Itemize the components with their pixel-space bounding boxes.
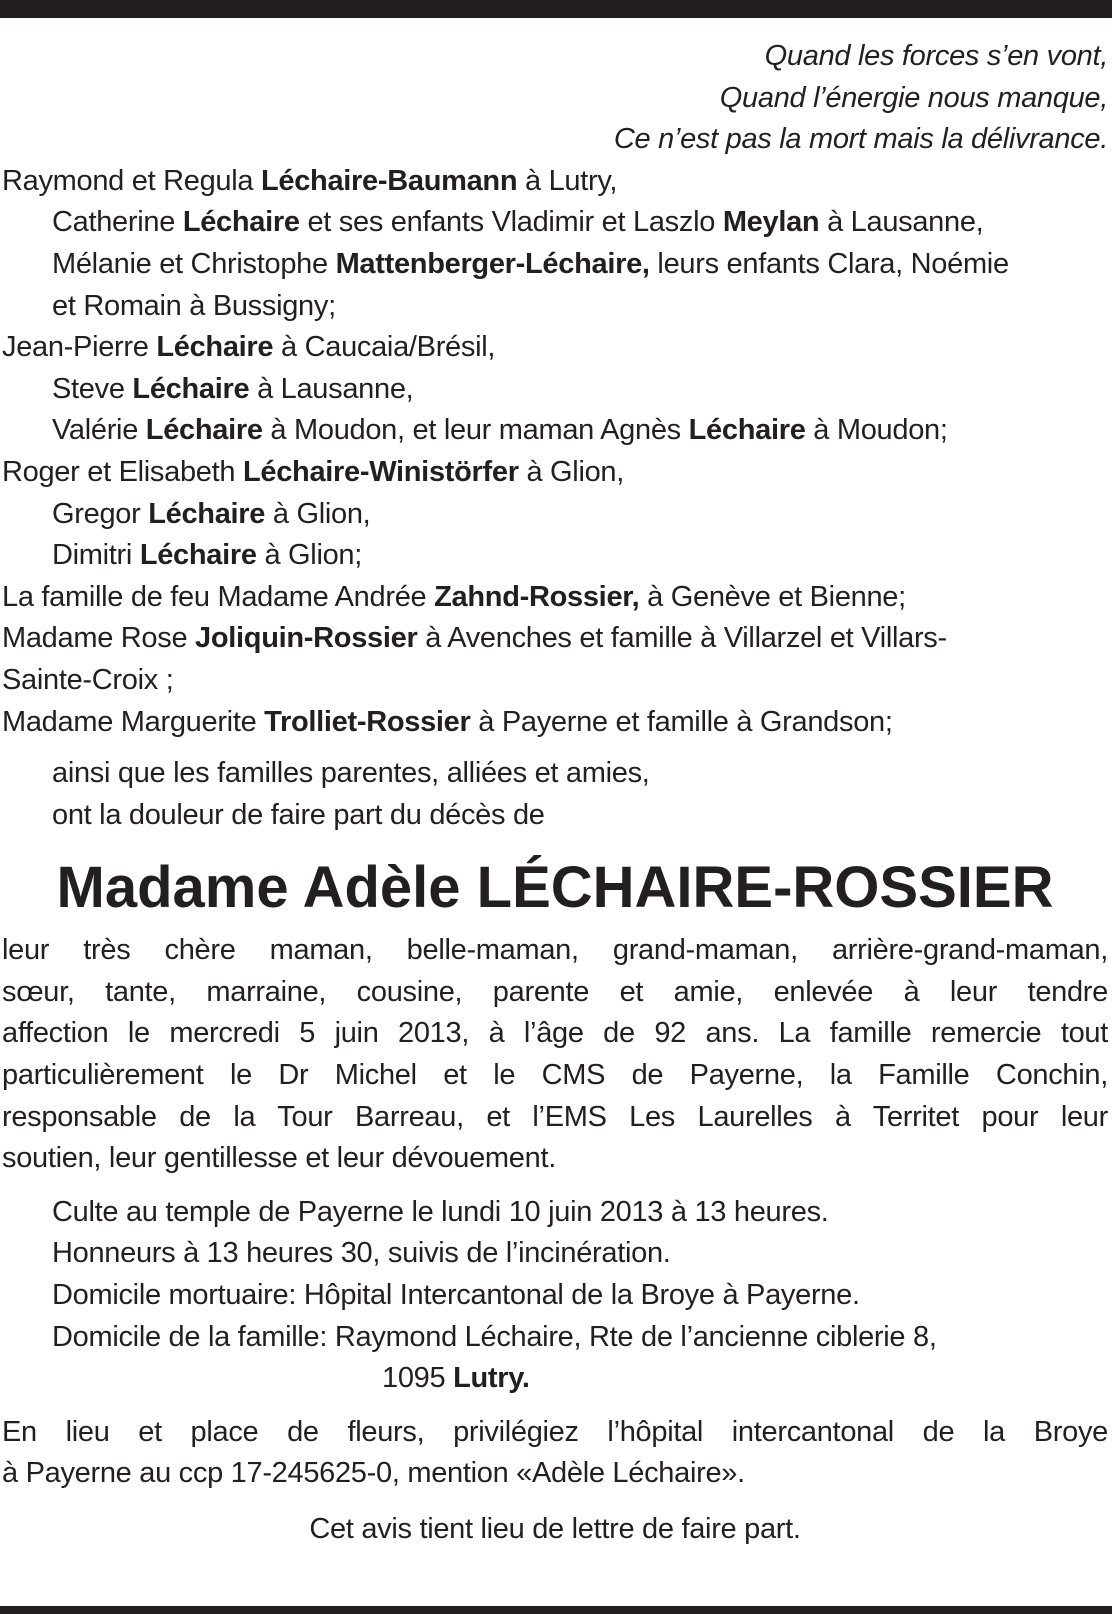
tribute-line: particulièrement le Dr Michel et le CMS de Payerne, la Famille Conchin,: [2, 1059, 1108, 1092]
family-line: Valérie Léchaire à Moudon, et leur maman Agnès Léchaire à Moudon;: [52, 414, 948, 447]
poem-line: Ce n’est pas la mort mais la délivrance.: [613, 123, 1108, 156]
poem: [2, 36, 1108, 161]
poem-line: Quand l’énergie nous manque,: [719, 81, 1108, 114]
family-address-city: 1095 Lutry.: [382, 1362, 530, 1395]
family-line: Madame Marguerite Trolliet-Rossier à Payerne et famille à Grandson;: [2, 705, 893, 738]
family-line: Roger et Elisabeth Léchaire-Winistörfer à Glion,: [2, 455, 625, 488]
family-line: Gregor Léchaire à Glion,: [52, 497, 371, 530]
family-line: Steve Léchaire à Lausanne,: [52, 372, 414, 405]
notice-body: [2, 36, 1108, 1551]
family-line: et Romain à Bussigny;: [52, 289, 336, 322]
family-line: Sainte-Croix ;: [2, 663, 174, 696]
service-line: Honneurs à 13 heures 30, suivis de l’incinération.: [52, 1237, 671, 1270]
donation-line: à Payerne au ccp 17-245625-0, mention «Adèle Léchaire».: [2, 1457, 745, 1490]
donation-line: En lieu et place de fleurs, privilégiez l’hôpital intercantonal de la Broye: [2, 1415, 1108, 1448]
poem-line: Quand les forces s’en vont,: [764, 40, 1108, 72]
tribute-line: responsable de la Tour Barreau, et l’EMS Les Laurelles à Territet pour leur: [2, 1100, 1108, 1133]
bottom-rule: [0, 1606, 1112, 1614]
family-line: Jean-Pierre Léchaire à Caucaia/Brésil,: [2, 331, 496, 364]
closing-note: Cet avis tient lieu de lettre de faire part.: [309, 1513, 801, 1545]
tribute-line: affection le mercredi 5 juin 2013, à l’âge de 92 ans. La famille remercie tout: [2, 1017, 1108, 1050]
family-line: Raymond et Regula Léchaire-Baumann à Lutry,: [2, 164, 618, 197]
family-line: Dimitri Léchaire à Glion;: [52, 539, 363, 572]
tribute-line: soutien, leur gentillesse et leur dévouement.: [2, 1142, 556, 1175]
tribute-line: leur très chère maman, belle-maman, grand-maman, arrière-grand-maman,: [2, 934, 1108, 967]
family-line: Mélanie et Christophe Mattenberger-Léchaire, leurs enfants Clara, Noémie: [52, 247, 1009, 280]
announce-line: ont la douleur de faire part du décès de: [52, 798, 545, 831]
donation-paragraph: [2, 1412, 1108, 1495]
family-line: Madame Rose Joliquin-Rossier à Avenches et famille à Villarzel et Villars-: [2, 622, 947, 655]
service-line: Domicile mortuaire: Hôpital Intercantonal de la Broye à Payerne.: [52, 1279, 860, 1312]
family-list: [2, 161, 1108, 743]
service-line: Culte au temple de Payerne le lundi 10 juin 2013 à 13 heures.: [52, 1195, 829, 1228]
deceased-name: Madame Adèle LÉCHAIRE-ROSSIER: [56, 855, 1054, 921]
announce-line: ainsi que les familles parentes, alliées et amies,: [52, 757, 650, 790]
family-line: La famille de feu Madame Andrée Zahnd-Rossier, à Genève et Bienne;: [2, 580, 906, 613]
announcement: [2, 753, 1108, 836]
top-rule: [0, 0, 1112, 18]
tribute-line: sœur, tante, marraine, cousine, parente et amie, enlevée à leur tendre: [2, 975, 1108, 1008]
family-line: Catherine Léchaire et ses enfants Vladimir et Laszlo Meylan à Lausanne,: [52, 206, 984, 239]
tribute-paragraph: [2, 930, 1108, 1180]
service-line: Domicile de la famille: Raymond Léchaire, Rte de l’ancienne ciblerie 8,: [52, 1320, 937, 1353]
service-details: [2, 1192, 1108, 1400]
